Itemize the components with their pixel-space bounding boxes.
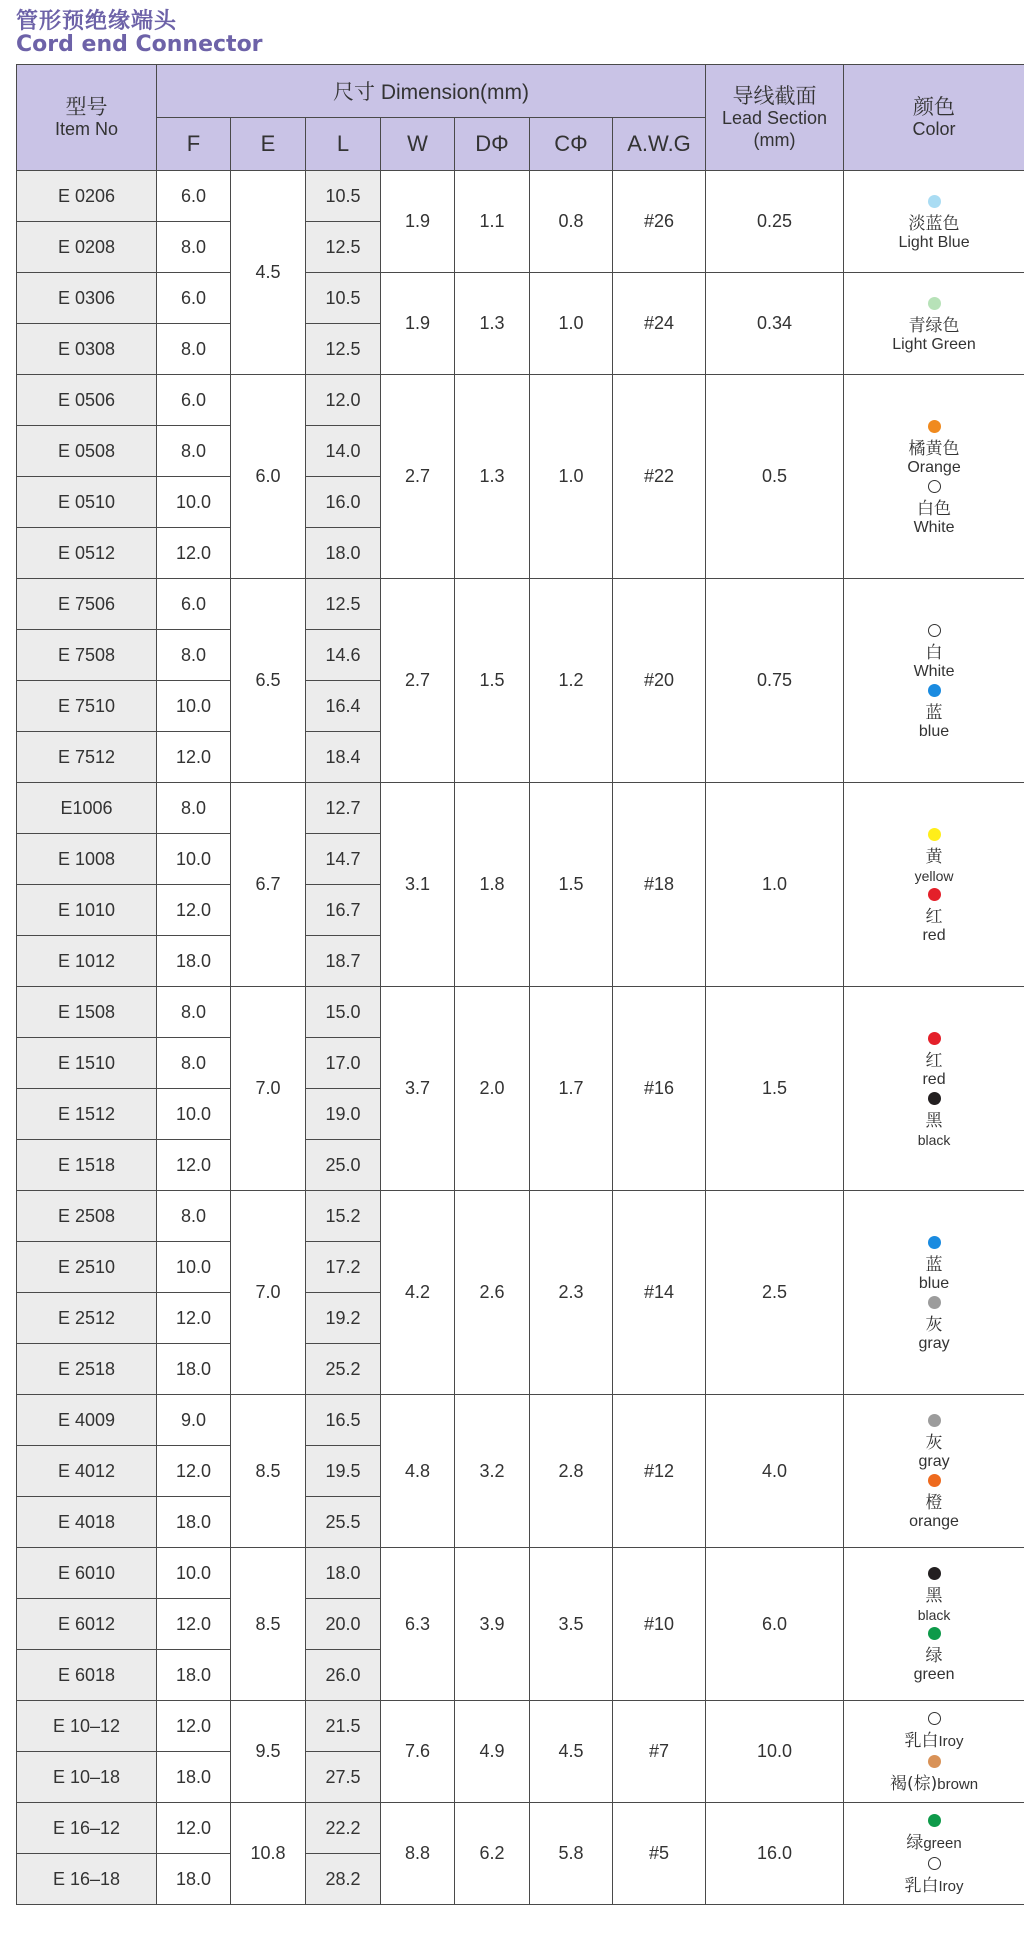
cell-f: 8.0 — [157, 426, 231, 477]
cell-color — [844, 579, 1024, 783]
cell-l: 18.0 — [306, 528, 381, 579]
cell-item-no: E 2508 — [17, 1191, 157, 1242]
cell-lead-section: 1.0 — [706, 783, 844, 987]
page-title-cn: 管形预绝缘端头 — [16, 9, 178, 34]
spec-table-body — [17, 171, 1024, 1905]
cell-w: 2.7 — [381, 579, 455, 783]
cell-color — [844, 171, 1024, 273]
cell-w: 3.1 — [381, 783, 455, 987]
cell-item-no: E 2518 — [17, 1344, 157, 1395]
color-dot-icon — [928, 1755, 941, 1768]
color-dot-icon — [928, 1712, 941, 1725]
cell-l: 21.5 — [306, 1701, 381, 1752]
cell-f: 10.0 — [157, 1242, 231, 1293]
cell-f: 6.0 — [157, 579, 231, 630]
cell-item-no: E 1012 — [17, 936, 157, 987]
cell-f: 18.0 — [157, 1752, 231, 1803]
cell-awg: #24 — [613, 273, 706, 375]
cell-f: 12.0 — [157, 1293, 231, 1344]
color-label-cn: 青绿色 — [908, 315, 960, 336]
cell-l: 14.7 — [306, 834, 381, 885]
cell-f: 12.0 — [157, 1803, 231, 1854]
cell-item-no: E 6012 — [17, 1599, 157, 1650]
cell-f: 12.0 — [157, 1140, 231, 1191]
color-label-cn: 褐(棕) — [889, 1773, 938, 1794]
color-entry — [844, 477, 1024, 537]
cell-f: 8.0 — [157, 324, 231, 375]
cell-item-no: E 1010 — [17, 885, 157, 936]
table-row — [17, 273, 1024, 324]
cell-item-no: E 2510 — [17, 1242, 157, 1293]
color-label-en: blue — [918, 722, 950, 740]
cell-f: 10.0 — [157, 1548, 231, 1599]
cell-e: 8.5 — [231, 1395, 306, 1548]
cell-l: 15.0 — [306, 987, 381, 1038]
cell-f: 12.0 — [157, 1446, 231, 1497]
cell-f: 6.0 — [157, 171, 231, 222]
cell-l: 14.0 — [306, 426, 381, 477]
cell-awg: #12 — [613, 1395, 706, 1548]
cell-c-phi: 1.0 — [530, 375, 613, 579]
color-label-cn: 绿 — [925, 1646, 943, 1666]
table-row — [17, 1548, 1024, 1599]
color-dot-icon — [928, 420, 941, 433]
cell-item-no: E 16–18 — [17, 1854, 157, 1905]
header-color: 颜色 Color — [844, 65, 1024, 171]
table-row — [17, 375, 1024, 426]
cell-color — [844, 1395, 1024, 1548]
color-label-cn: 蓝 — [925, 1254, 943, 1275]
color-entry — [844, 1811, 1024, 1854]
color-label-cn: 淡蓝色 — [908, 213, 960, 234]
table-row — [17, 1701, 1024, 1752]
cell-e: 9.5 — [231, 1701, 306, 1803]
cell-item-no: E 4009 — [17, 1395, 157, 1446]
cell-e: 6.5 — [231, 579, 306, 783]
color-dot-icon — [928, 1814, 941, 1827]
cell-l: 10.5 — [306, 171, 381, 222]
color-entry — [844, 681, 1024, 741]
color-dot-icon — [928, 1857, 941, 1870]
cell-lead-section: 0.5 — [706, 375, 844, 579]
cell-d-phi: 1.1 — [455, 171, 530, 273]
color-dot-icon — [928, 1627, 941, 1640]
header-item-no: 型号 Item No — [17, 65, 157, 171]
header-col-w: W — [381, 118, 455, 171]
cell-f: 18.0 — [157, 1650, 231, 1701]
color-dot-icon — [928, 1236, 941, 1249]
cell-l: 19.5 — [306, 1446, 381, 1497]
cell-e: 4.5 — [231, 171, 306, 375]
cell-f: 18.0 — [157, 1854, 231, 1905]
cell-color — [844, 1548, 1024, 1701]
header-lead-section: 导线截面 Lead Section (mm) — [706, 65, 844, 171]
color-label-en: brown — [937, 1775, 979, 1793]
cell-c-phi: 1.2 — [530, 579, 613, 783]
cell-item-no: E 0208 — [17, 222, 157, 273]
color-label-cn: 红 — [925, 906, 943, 927]
color-label-en: orange — [909, 1513, 959, 1530]
cell-d-phi: 6.2 — [455, 1803, 530, 1905]
cell-d-phi: 3.2 — [455, 1395, 530, 1548]
color-label-cn: 蓝 — [925, 702, 943, 723]
color-label-cn: 白 — [925, 642, 943, 663]
cell-w: 8.8 — [381, 1803, 455, 1905]
cell-f: 10.0 — [157, 681, 231, 732]
cell-color — [844, 1191, 1024, 1395]
color-dot-icon — [928, 1296, 941, 1309]
cell-lead-section: 0.75 — [706, 579, 844, 783]
color-dot-icon — [928, 1567, 941, 1580]
cell-l: 18.4 — [306, 732, 381, 783]
cell-color — [844, 1803, 1024, 1905]
cell-e: 6.0 — [231, 375, 306, 579]
color-entry — [844, 417, 1024, 477]
cell-l: 26.0 — [306, 1650, 381, 1701]
cell-f: 10.0 — [157, 834, 231, 885]
cell-f: 12.0 — [157, 528, 231, 579]
cell-item-no: E 7512 — [17, 732, 157, 783]
color-label-cn: 橘黄色 — [908, 438, 960, 459]
table-row — [17, 579, 1024, 630]
cell-e: 10.8 — [231, 1803, 306, 1905]
spec-table — [16, 64, 1024, 1905]
color-label-en: Light Blue — [898, 233, 970, 251]
cell-l: 22.2 — [306, 1803, 381, 1854]
cell-e: 6.7 — [231, 783, 306, 987]
color-label — [844, 1833, 1024, 1854]
cell-l: 16.0 — [306, 477, 381, 528]
color-dot-icon — [928, 1032, 941, 1045]
cell-l: 17.0 — [306, 1038, 381, 1089]
color-label-cn: 灰 — [925, 1433, 943, 1453]
color-dot-icon — [928, 624, 941, 637]
color-label — [844, 1731, 1024, 1752]
cell-awg: #5 — [613, 1803, 706, 1905]
cell-c-phi: 1.7 — [530, 987, 613, 1191]
color-label-cn: 乳白 — [904, 1875, 939, 1896]
header-col-e: E — [231, 118, 306, 171]
cell-l: 16.7 — [306, 885, 381, 936]
cell-d-phi: 2.6 — [455, 1191, 530, 1395]
cell-w: 1.9 — [381, 171, 455, 273]
color-dot-icon — [928, 297, 941, 310]
cell-item-no: E 10–18 — [17, 1752, 157, 1803]
cell-f: 12.0 — [157, 732, 231, 783]
cell-item-no: E 6018 — [17, 1650, 157, 1701]
cell-item-no: E 10–12 — [17, 1701, 157, 1752]
cell-l: 14.6 — [306, 630, 381, 681]
cell-f: 8.0 — [157, 1038, 231, 1089]
cell-f: 18.0 — [157, 1497, 231, 1548]
cell-item-no: E 1512 — [17, 1089, 157, 1140]
cell-awg: #20 — [613, 579, 706, 783]
cell-c-phi: 2.8 — [530, 1395, 613, 1548]
cell-l: 28.2 — [306, 1854, 381, 1905]
cell-c-phi: 0.8 — [530, 171, 613, 273]
cell-l: 25.5 — [306, 1497, 381, 1548]
cell-lead-section: 6.0 — [706, 1548, 844, 1701]
cell-item-no: E 1518 — [17, 1140, 157, 1191]
cell-item-no: E 4012 — [17, 1446, 157, 1497]
color-label-en: green — [913, 1666, 955, 1683]
color-label-cn: 黄 — [925, 846, 943, 867]
cell-f: 12.0 — [157, 885, 231, 936]
color-label-cn: 绿 — [906, 1832, 924, 1853]
cell-item-no: E 0206 — [17, 171, 157, 222]
color-entry — [844, 1293, 1024, 1353]
header-col-awg: A.W.G — [613, 118, 706, 171]
color-label-en: blue — [918, 1274, 950, 1292]
cell-item-no: E 2512 — [17, 1293, 157, 1344]
cell-l: 10.5 — [306, 273, 381, 324]
cell-awg: #16 — [613, 987, 706, 1191]
header-col-f: F — [157, 118, 231, 171]
color-dot-icon — [928, 1474, 941, 1487]
color-label-en: gray — [918, 1334, 950, 1352]
color-label-en: Orange — [907, 458, 961, 476]
color-label-en: black — [917, 1607, 951, 1623]
cell-l: 18.0 — [306, 1548, 381, 1599]
cell-e: 7.0 — [231, 987, 306, 1191]
color-label-en: Iroy — [938, 1732, 964, 1750]
cell-w: 3.7 — [381, 987, 455, 1191]
color-dot-icon — [928, 828, 941, 841]
cell-l: 19.2 — [306, 1293, 381, 1344]
cell-f: 8.0 — [157, 783, 231, 834]
cell-item-no: E 0308 — [17, 324, 157, 375]
cell-d-phi: 1.3 — [455, 273, 530, 375]
color-entry — [844, 1709, 1024, 1752]
cell-c-phi: 3.5 — [530, 1548, 613, 1701]
cell-item-no: E1006 — [17, 783, 157, 834]
cell-item-no: E 7506 — [17, 579, 157, 630]
cell-w: 7.6 — [381, 1701, 455, 1803]
header-dimension: 尺寸 Dimension(mm) — [157, 65, 706, 118]
color-entry — [844, 1233, 1024, 1293]
color-label-cn: 红 — [925, 1050, 943, 1071]
page-title-en: Cord end Connector — [16, 32, 263, 57]
color-label-en: green — [923, 1834, 962, 1852]
cell-item-no: E 1510 — [17, 1038, 157, 1089]
color-label — [844, 1774, 1024, 1795]
cell-item-no: E 7510 — [17, 681, 157, 732]
cell-lead-section: 0.25 — [706, 171, 844, 273]
color-label-en: White — [913, 662, 955, 680]
color-label-cn: 橙 — [925, 1493, 943, 1513]
cell-f: 12.0 — [157, 1599, 231, 1650]
table-row — [17, 171, 1024, 222]
color-entry — [844, 621, 1024, 681]
cell-item-no: E 0512 — [17, 528, 157, 579]
color-entry — [844, 1029, 1024, 1089]
cell-d-phi: 1.3 — [455, 375, 530, 579]
color-label-en: black — [917, 1131, 951, 1148]
cell-awg: #7 — [613, 1701, 706, 1803]
cell-e: 8.5 — [231, 1548, 306, 1701]
cell-lead-section: 0.34 — [706, 273, 844, 375]
header-col-d: DΦ — [455, 118, 530, 171]
header-col-l: L — [306, 118, 381, 171]
cell-l: 15.2 — [306, 1191, 381, 1242]
cell-w: 6.3 — [381, 1548, 455, 1701]
cell-d-phi: 1.5 — [455, 579, 530, 783]
cell-l: 25.2 — [306, 1344, 381, 1395]
cell-awg: #22 — [613, 375, 706, 579]
color-label-cn: 黑 — [925, 1110, 943, 1131]
cell-f: 9.0 — [157, 1395, 231, 1446]
color-label-en: yellow — [914, 867, 954, 884]
cell-c-phi: 5.8 — [530, 1803, 613, 1905]
cell-l: 27.5 — [306, 1752, 381, 1803]
color-label-en: Light Green — [892, 335, 976, 353]
cell-f: 12.0 — [157, 1701, 231, 1752]
cell-f: 10.0 — [157, 477, 231, 528]
cell-f: 8.0 — [157, 630, 231, 681]
color-label-cn: 白色 — [917, 498, 952, 519]
color-label — [844, 1876, 1024, 1897]
cell-l: 12.5 — [306, 324, 381, 375]
color-label-en: red — [922, 926, 946, 944]
cell-color — [844, 1701, 1024, 1803]
cell-w: 4.8 — [381, 1395, 455, 1548]
cell-awg: #10 — [613, 1548, 706, 1701]
cell-awg: #14 — [613, 1191, 706, 1395]
cell-w: 1.9 — [381, 273, 455, 375]
cell-l: 12.7 — [306, 783, 381, 834]
color-entry — [844, 1624, 1024, 1684]
cell-item-no: E 16–12 — [17, 1803, 157, 1854]
cell-lead-section: 1.5 — [706, 987, 844, 1191]
color-entry — [844, 192, 1024, 252]
cell-color — [844, 783, 1024, 987]
cell-c-phi: 1.5 — [530, 783, 613, 987]
table-row — [17, 987, 1024, 1038]
cell-l: 12.5 — [306, 579, 381, 630]
cell-color — [844, 273, 1024, 375]
cell-f: 10.0 — [157, 1089, 231, 1140]
cell-c-phi: 2.3 — [530, 1191, 613, 1395]
cell-d-phi: 1.8 — [455, 783, 530, 987]
cell-f: 6.0 — [157, 273, 231, 324]
cell-l: 25.0 — [306, 1140, 381, 1191]
cell-lead-section: 16.0 — [706, 1803, 844, 1905]
cell-lead-section: 4.0 — [706, 1395, 844, 1548]
color-entry — [844, 294, 1024, 354]
color-dot-icon — [928, 684, 941, 697]
cell-c-phi: 4.5 — [530, 1701, 613, 1803]
color-label-en: White — [913, 518, 955, 536]
color-label-cn: 灰 — [925, 1314, 943, 1335]
cell-item-no: E 4018 — [17, 1497, 157, 1548]
cell-f: 8.0 — [157, 1191, 231, 1242]
cell-l: 12.0 — [306, 375, 381, 426]
cell-f: 6.0 — [157, 375, 231, 426]
color-entry — [844, 825, 1024, 885]
cell-item-no: E 7508 — [17, 630, 157, 681]
cell-l: 16.5 — [306, 1395, 381, 1446]
table-row — [17, 1191, 1024, 1242]
cell-awg: #26 — [613, 171, 706, 273]
cell-l: 20.0 — [306, 1599, 381, 1650]
color-dot-icon — [928, 888, 941, 901]
cell-f: 8.0 — [157, 222, 231, 273]
cell-l: 16.4 — [306, 681, 381, 732]
color-label-cn: 黑 — [925, 1586, 943, 1606]
cell-f: 8.0 — [157, 987, 231, 1038]
cell-item-no: E 1008 — [17, 834, 157, 885]
color-entry — [844, 1411, 1024, 1471]
color-dot-icon — [928, 1414, 941, 1427]
cell-item-no: E 0508 — [17, 426, 157, 477]
color-label-en: Iroy — [938, 1877, 964, 1895]
cell-lead-section: 2.5 — [706, 1191, 844, 1395]
color-entry — [844, 1471, 1024, 1531]
cell-item-no: E 0510 — [17, 477, 157, 528]
color-entry — [844, 885, 1024, 945]
cell-l: 17.2 — [306, 1242, 381, 1293]
header-col-c: CΦ — [530, 118, 613, 171]
cell-color — [844, 375, 1024, 579]
cell-l: 19.0 — [306, 1089, 381, 1140]
color-entry — [844, 1854, 1024, 1897]
table-row — [17, 1395, 1024, 1446]
cell-l: 12.5 — [306, 222, 381, 273]
cell-item-no: E 0506 — [17, 375, 157, 426]
cell-d-phi: 3.9 — [455, 1548, 530, 1701]
color-dot-icon — [928, 480, 941, 493]
cell-item-no: E 6010 — [17, 1548, 157, 1599]
cell-f: 18.0 — [157, 936, 231, 987]
cell-d-phi: 4.9 — [455, 1701, 530, 1803]
cell-l: 18.7 — [306, 936, 381, 987]
color-entry — [844, 1564, 1024, 1624]
color-dot-icon — [928, 1092, 941, 1105]
cell-c-phi: 1.0 — [530, 273, 613, 375]
table-row — [17, 1803, 1024, 1854]
cell-e: 7.0 — [231, 1191, 306, 1395]
color-entry — [844, 1089, 1024, 1149]
color-entry — [844, 1752, 1024, 1795]
cell-item-no: E 0306 — [17, 273, 157, 324]
cell-item-no: E 1508 — [17, 987, 157, 1038]
color-label-en: gray — [918, 1453, 950, 1470]
cell-color — [844, 987, 1024, 1191]
table-row — [17, 783, 1024, 834]
cell-w: 2.7 — [381, 375, 455, 579]
cell-awg: #18 — [613, 783, 706, 987]
color-label-en: red — [922, 1070, 946, 1088]
cell-f: 18.0 — [157, 1344, 231, 1395]
cell-lead-section: 10.0 — [706, 1701, 844, 1803]
color-label-cn: 乳白 — [904, 1730, 939, 1751]
cell-w: 4.2 — [381, 1191, 455, 1395]
color-dot-icon — [928, 195, 941, 208]
cell-d-phi: 2.0 — [455, 987, 530, 1191]
